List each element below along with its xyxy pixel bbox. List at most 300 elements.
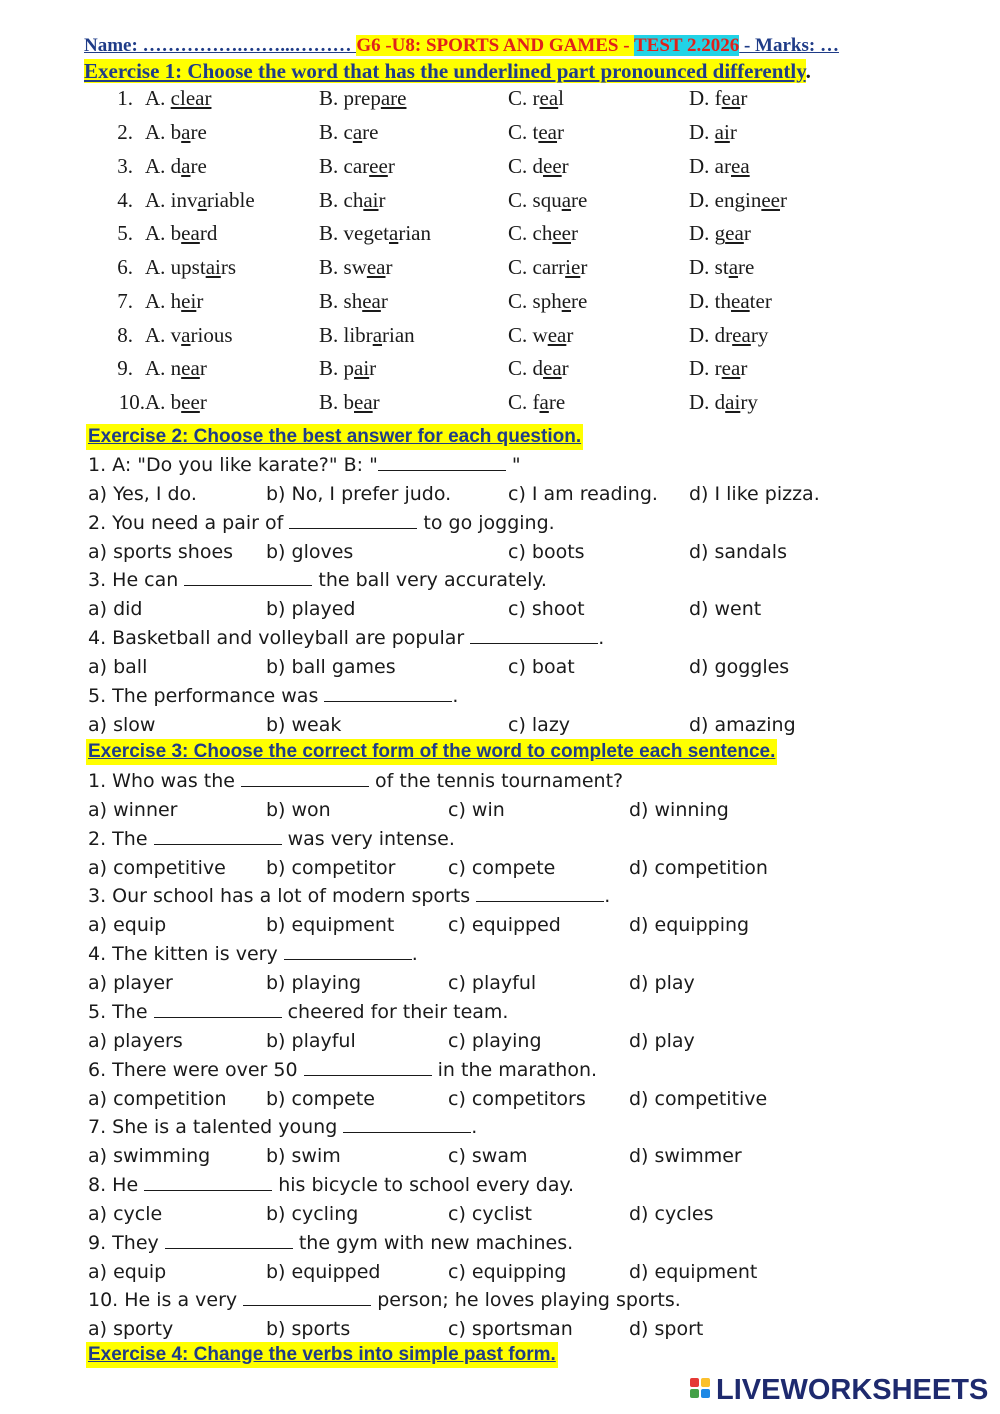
question-text xyxy=(88,566,547,595)
option-letter: C. xyxy=(508,120,533,144)
exercise1-question xyxy=(0,216,1000,250)
answer-option[interactable] xyxy=(319,250,393,284)
answer-option[interactable]: d) went xyxy=(689,598,762,621)
answer-option[interactable]: c) playing xyxy=(448,1029,542,1052)
word-end: r xyxy=(387,154,395,178)
option-letter: B. xyxy=(319,154,344,178)
answer-option[interactable]: d) equipping xyxy=(629,914,750,937)
word-start: n xyxy=(170,356,182,380)
answer-option[interactable] xyxy=(508,318,573,352)
question-ending: . xyxy=(604,885,611,908)
word-start: d xyxy=(714,390,726,414)
answer-option[interactable]: c) compete xyxy=(448,856,556,879)
question-text xyxy=(88,1056,597,1085)
word-end: re xyxy=(571,289,588,313)
answer-option[interactable]: b) equipped xyxy=(266,1260,381,1283)
word-end: ry xyxy=(750,323,769,347)
answer-options xyxy=(0,1027,1000,1056)
answer-blank[interactable] xyxy=(144,1172,272,1191)
answer-option[interactable] xyxy=(319,385,380,419)
answer-option[interactable]: c) shoot xyxy=(508,598,585,621)
option-letter: B. xyxy=(319,221,344,245)
answer-option[interactable] xyxy=(145,318,233,352)
question-prompt: 2. You need a pair of xyxy=(88,511,290,534)
test-label: TEST 2.2026 xyxy=(633,35,740,56)
question-text xyxy=(88,825,455,854)
underlined-part: ee xyxy=(761,188,780,212)
answer-blank[interactable] xyxy=(289,510,417,529)
word-end: r xyxy=(385,255,393,279)
word-end: r xyxy=(571,221,578,245)
answer-option[interactable]: d) sandals xyxy=(689,540,787,563)
underlined-part: ea xyxy=(547,323,567,347)
word-start: r xyxy=(714,356,722,380)
answer-option[interactable]: b) won xyxy=(266,799,331,821)
answer-option[interactable]: c) I am reading. xyxy=(508,483,658,505)
word-start: upst xyxy=(170,255,206,279)
question-ending: was very intense. xyxy=(281,827,455,850)
answer-blank[interactable] xyxy=(304,1057,432,1076)
option-letter: A. xyxy=(145,154,171,178)
answer-option[interactable] xyxy=(145,250,236,284)
word-start: c xyxy=(343,120,353,144)
answer-option[interactable]: b) swim xyxy=(266,1145,341,1168)
answer-option[interactable] xyxy=(689,284,772,318)
question-number: 9. xyxy=(117,356,133,380)
question-text xyxy=(88,1286,681,1315)
option-letter: C. xyxy=(508,154,533,178)
word-start: b xyxy=(343,390,355,414)
answer-option[interactable]: a) ball xyxy=(88,656,148,679)
answer-option[interactable] xyxy=(319,115,379,149)
question-ending: to go jogging. xyxy=(417,511,555,534)
word-end: r xyxy=(779,188,787,212)
underlined-part: ea xyxy=(721,356,741,380)
answer-option[interactable] xyxy=(508,351,569,385)
answer-option[interactable]: b) cycling xyxy=(266,1202,359,1225)
word-end: ter xyxy=(749,289,772,313)
answer-option[interactable] xyxy=(689,149,750,183)
option-letter: A. xyxy=(145,86,171,110)
word-end: r xyxy=(561,356,569,380)
question-number: 6. xyxy=(117,255,133,279)
answer-option[interactable] xyxy=(319,81,406,115)
question-ending: cheered for their team. xyxy=(281,1000,509,1023)
answer-option[interactable]: a) cycle xyxy=(88,1202,163,1225)
answer-options xyxy=(0,595,1000,624)
underlined-part: a xyxy=(561,188,572,212)
answer-option[interactable] xyxy=(145,81,211,115)
answer-option[interactable] xyxy=(145,149,207,183)
answer-blank[interactable] xyxy=(378,452,506,471)
question-prompt: 1. A: "Do you like karate?" B: " xyxy=(88,454,378,476)
question-ending: person; he loves playing sports. xyxy=(371,1289,681,1312)
answer-option[interactable]: c) lazy xyxy=(508,713,571,736)
underlined-part: e xyxy=(561,289,572,313)
question-number: 10. xyxy=(118,390,145,414)
answer-option[interactable] xyxy=(508,216,578,250)
underlined-part: ee xyxy=(181,390,200,414)
answer-option[interactable]: c) boots xyxy=(508,540,585,563)
answer-option[interactable]: b) competitor xyxy=(266,856,396,879)
answer-option[interactable]: a) swimming xyxy=(88,1145,211,1168)
answer-option[interactable]: d) winning xyxy=(629,799,729,821)
word-end: rs xyxy=(220,255,237,279)
answer-option[interactable]: a) slow xyxy=(88,713,156,736)
underlined-part: ea xyxy=(543,356,562,380)
option-letter: B. xyxy=(319,289,344,313)
answer-option[interactable]: a) did xyxy=(88,598,143,621)
answer-option[interactable]: c) equipped xyxy=(448,914,561,937)
answer-option[interactable]: a) Yes, I do. xyxy=(88,483,197,505)
answer-option[interactable]: b) weak xyxy=(266,713,342,736)
question-text xyxy=(88,882,610,911)
question-number: 8. xyxy=(117,323,133,347)
word-end: r xyxy=(199,356,207,380)
question-prompt: 5. The xyxy=(88,1000,154,1023)
underlined-part: ea xyxy=(725,221,744,245)
answer-option[interactable] xyxy=(319,318,415,352)
underlined-part: a xyxy=(352,120,363,144)
question-text xyxy=(88,682,458,711)
answer-option[interactable] xyxy=(508,183,587,217)
word-end: re xyxy=(190,154,207,178)
word-start: b xyxy=(170,120,182,144)
answer-option[interactable]: b) gloves xyxy=(266,540,354,563)
answer-option[interactable]: b) played xyxy=(266,598,356,621)
underlined-part: ea xyxy=(731,154,750,178)
answer-option[interactable] xyxy=(689,351,747,385)
option-letter: A. xyxy=(145,120,171,144)
answer-option[interactable] xyxy=(689,318,768,352)
question-ending: . xyxy=(452,684,459,707)
answer-option[interactable]: a) equip xyxy=(88,1260,167,1283)
answer-blank[interactable] xyxy=(165,1230,293,1249)
answer-options xyxy=(0,796,1000,825)
option-letter: A. xyxy=(145,289,171,313)
word-start: sph xyxy=(532,289,562,313)
answer-options xyxy=(0,1315,1000,1344)
answer-option[interactable] xyxy=(145,284,203,318)
answer-option[interactable]: a) equip xyxy=(88,914,167,937)
answer-option[interactable]: d) play xyxy=(629,1029,695,1052)
answer-option[interactable]: c) equipping xyxy=(448,1260,567,1283)
answer-options xyxy=(0,1142,1000,1171)
name-field[interactable]: Name: …………….……...……… xyxy=(84,35,357,56)
answer-option[interactable]: d) competition xyxy=(629,856,768,879)
question-prompt: 6. There were over 50 xyxy=(88,1058,304,1081)
answer-option[interactable]: c) competitors xyxy=(448,1087,586,1110)
option-letter: A. xyxy=(145,188,171,212)
underlined-part: ee xyxy=(369,154,388,178)
answer-option[interactable] xyxy=(689,115,737,149)
question-prompt: 4. The kitten is very xyxy=(88,943,284,966)
question-ending: his bicycle to school every day. xyxy=(272,1173,575,1196)
question-ending: of the tennis tournament? xyxy=(369,770,624,792)
answer-option[interactable] xyxy=(508,385,565,419)
answer-option[interactable]: d) equipment xyxy=(629,1260,758,1283)
word-start: ch xyxy=(343,188,364,212)
answer-options xyxy=(0,969,1000,998)
answer-option[interactable] xyxy=(689,385,758,419)
word-end: rian xyxy=(398,221,431,245)
answer-option[interactable] xyxy=(319,183,386,217)
exercise2-title: Exercise 2: Choose the best answer for each question. xyxy=(86,424,583,450)
exercise1-question xyxy=(0,351,1000,385)
underlined-part: ai xyxy=(363,188,379,212)
option-letter: B. xyxy=(319,323,344,347)
question-ending: . xyxy=(598,627,605,650)
answer-option[interactable]: b) playful xyxy=(266,1029,356,1052)
word-end: l xyxy=(558,86,565,110)
word-end: r xyxy=(369,356,377,380)
question-prompt: 3. Our school has a lot of modern sports xyxy=(88,885,477,908)
option-letter: C. xyxy=(508,221,533,245)
question-number: 7. xyxy=(117,289,133,313)
option-letter: D. xyxy=(689,154,715,178)
underlined-part: clear xyxy=(170,86,212,110)
word-start: h xyxy=(170,289,182,313)
underlined-part: ai xyxy=(714,120,730,144)
answer-option[interactable]: d) cycles xyxy=(629,1202,714,1225)
answer-option[interactable] xyxy=(319,351,376,385)
underlined-part: ea xyxy=(721,86,741,110)
underlined-part: ai xyxy=(725,390,741,414)
answer-option[interactable] xyxy=(689,216,751,250)
answer-option[interactable]: c) playful xyxy=(448,972,537,995)
word-start: dr xyxy=(714,323,733,347)
underlined-part: ea xyxy=(354,390,373,414)
answer-option[interactable] xyxy=(145,216,217,250)
question-text xyxy=(88,451,521,480)
answer-option[interactable] xyxy=(508,149,569,183)
underlined-part: a xyxy=(539,390,549,414)
answer-option[interactable]: b) equipment xyxy=(266,914,395,937)
answer-options xyxy=(0,1200,1000,1229)
answer-option[interactable] xyxy=(145,385,207,419)
question-text xyxy=(88,1171,574,1200)
option-letter: B. xyxy=(319,390,344,414)
answer-option[interactable]: c) cyclist xyxy=(448,1202,532,1225)
underlined-part: ea xyxy=(732,323,751,347)
option-letter: A. xyxy=(145,356,171,380)
question-text xyxy=(88,767,623,796)
answer-option[interactable]: d) sport xyxy=(629,1318,704,1341)
answer-option[interactable]: a) winner xyxy=(88,799,178,821)
option-letter: A. xyxy=(145,323,171,347)
answer-blank[interactable] xyxy=(184,567,312,586)
answer-blank[interactable] xyxy=(470,625,598,644)
word-start: car xyxy=(343,154,370,178)
exercise1-question xyxy=(0,385,1000,419)
question-ending: . xyxy=(471,1116,478,1139)
answer-blank[interactable] xyxy=(243,1287,371,1306)
word-start: ch xyxy=(532,221,553,245)
answer-option[interactable]: c) win xyxy=(448,799,505,821)
underlined-part: ea xyxy=(362,289,381,313)
option-letter: A. xyxy=(145,390,171,414)
underlined-part: are xyxy=(380,86,407,110)
word-end: r xyxy=(196,289,204,313)
exercise1-question xyxy=(0,284,1000,318)
answer-options xyxy=(0,911,1000,940)
answer-option[interactable]: d) competitive xyxy=(629,1087,768,1110)
word-end: r xyxy=(378,188,386,212)
exercise1-question xyxy=(0,250,1000,284)
word-start: ar xyxy=(714,154,731,178)
worksheet-header xyxy=(84,33,839,58)
option-letter: B. xyxy=(319,188,344,212)
word-end: rd xyxy=(199,221,218,245)
exercise1-question xyxy=(0,81,1000,115)
word-start: w xyxy=(532,323,548,347)
option-letter: D. xyxy=(689,188,715,212)
word-start: squ xyxy=(532,188,562,212)
word-end: r xyxy=(561,154,569,178)
word-start: d xyxy=(532,356,544,380)
question-text xyxy=(88,1113,477,1142)
answer-option[interactable]: d) play xyxy=(629,972,695,995)
question-ending: the ball very accurately. xyxy=(312,569,547,592)
option-letter: D. xyxy=(689,289,715,313)
answer-option[interactable] xyxy=(508,81,564,115)
answer-options xyxy=(0,1085,1000,1114)
answer-blank[interactable] xyxy=(241,768,369,787)
question-number: 2. xyxy=(117,120,133,144)
option-letter: A. xyxy=(145,255,171,279)
question-text xyxy=(88,1229,573,1258)
word-end: r xyxy=(199,390,207,414)
exercise1-title-text: Exercise 1: Choose the word that has the underlined part pronounced differently xyxy=(84,59,806,83)
answer-option[interactable] xyxy=(508,284,587,318)
answer-option[interactable]: b) compete xyxy=(266,1087,375,1110)
word-start: veget xyxy=(343,221,389,245)
answer-option[interactable]: a) sports shoes xyxy=(88,540,234,563)
answer-option[interactable]: b) No, I prefer judo. xyxy=(266,483,452,505)
answer-option[interactable]: b) playing xyxy=(266,972,362,995)
underlined-part: a xyxy=(728,255,739,279)
word-start: inv xyxy=(170,188,198,212)
underlined-part: ie xyxy=(565,255,581,279)
question-prompt: 9. They xyxy=(88,1231,165,1254)
answer-blank[interactable] xyxy=(476,883,604,902)
underlined-part: ea xyxy=(181,356,200,380)
answer-option[interactable]: d) amazing xyxy=(689,713,796,736)
word-end: re xyxy=(190,120,207,144)
underlined-part: a xyxy=(181,120,191,144)
option-letter: B. xyxy=(319,356,344,380)
answer-option[interactable] xyxy=(145,115,207,149)
answer-option[interactable] xyxy=(319,284,388,318)
word-end: riable xyxy=(206,188,255,212)
answer-option[interactable] xyxy=(319,149,395,183)
option-letter: D. xyxy=(689,120,715,144)
word-start: t xyxy=(532,120,539,144)
option-letter: C. xyxy=(508,390,533,414)
word-end: r xyxy=(372,390,380,414)
answer-blank[interactable] xyxy=(324,683,452,702)
word-end: ry xyxy=(740,390,758,414)
option-letter: D. xyxy=(689,255,715,279)
question-ending: in the marathon. xyxy=(431,1058,598,1081)
answer-options xyxy=(0,854,1000,883)
word-end: rian xyxy=(382,323,415,347)
answer-option[interactable]: d) I like pizza. xyxy=(689,483,820,505)
exercise1-question xyxy=(0,149,1000,183)
question-text xyxy=(88,940,418,969)
answer-option[interactable] xyxy=(145,183,255,217)
answer-option[interactable]: b) ball games xyxy=(266,656,396,679)
word-start: b xyxy=(170,390,182,414)
word-end: r xyxy=(743,221,751,245)
answer-option[interactable]: d) goggles xyxy=(689,656,790,679)
answer-option[interactable]: c) sportsman xyxy=(448,1318,573,1341)
word-start: sh xyxy=(343,289,363,313)
option-letter: D. xyxy=(689,356,715,380)
answer-option[interactable] xyxy=(689,250,754,284)
answer-blank[interactable] xyxy=(154,826,282,845)
answer-option[interactable]: a) player xyxy=(88,972,173,995)
question-number: 3. xyxy=(117,154,133,178)
answer-option[interactable]: d) swimmer xyxy=(629,1145,742,1168)
word-start: f xyxy=(714,86,722,110)
word-end: re xyxy=(548,390,566,414)
word-start: f xyxy=(532,390,540,414)
answer-options xyxy=(0,711,1000,740)
question-number: 4. xyxy=(117,188,133,212)
underlined-part: ei xyxy=(181,289,197,313)
word-end: r xyxy=(729,120,737,144)
underlined-part: ee xyxy=(552,221,571,245)
answer-option[interactable] xyxy=(508,250,587,284)
answer-option[interactable] xyxy=(145,351,207,385)
answer-option[interactable]: a) players xyxy=(88,1029,183,1052)
word-end: re xyxy=(362,120,379,144)
option-letter: D. xyxy=(689,221,715,245)
answer-option[interactable]: a) sporty xyxy=(88,1318,174,1341)
answer-option[interactable]: c) boat xyxy=(508,656,575,679)
answer-option[interactable] xyxy=(319,216,431,250)
answer-blank[interactable] xyxy=(343,1114,471,1133)
option-letter: D. xyxy=(689,390,715,414)
exercise1-title-end: . xyxy=(805,59,811,83)
answer-option[interactable]: a) competitive xyxy=(88,856,226,879)
word-start: sw xyxy=(343,255,367,279)
question-prompt: 7. She is a talented young xyxy=(88,1116,344,1139)
word-start: g xyxy=(714,221,726,245)
answer-option[interactable]: a) competition xyxy=(88,1087,227,1110)
word-start: r xyxy=(532,86,540,110)
answer-blank[interactable] xyxy=(154,999,282,1018)
question-prompt: 2. The xyxy=(88,827,154,850)
exercise1-question xyxy=(0,115,1000,149)
answer-blank[interactable] xyxy=(284,941,412,960)
answer-option[interactable]: c) swam xyxy=(448,1145,528,1168)
underlined-part: ee xyxy=(543,154,562,178)
answer-option[interactable] xyxy=(508,115,564,149)
word-end: r xyxy=(380,289,388,313)
question-prompt: 3. He can xyxy=(88,569,185,592)
option-letter: C. xyxy=(508,188,533,212)
exercise4-title: Exercise 4: Change the verbs into simple past form. xyxy=(86,1342,558,1368)
answer-option[interactable] xyxy=(689,183,787,217)
underlined-part: ai xyxy=(205,255,221,279)
underlined-part: a xyxy=(181,154,191,178)
worksheet-title: G6 -U8: SPORTS AND GAMES - xyxy=(356,35,634,56)
answer-options xyxy=(0,1258,1000,1287)
answer-option[interactable]: b) sports xyxy=(266,1318,351,1341)
answer-option[interactable] xyxy=(689,81,747,115)
